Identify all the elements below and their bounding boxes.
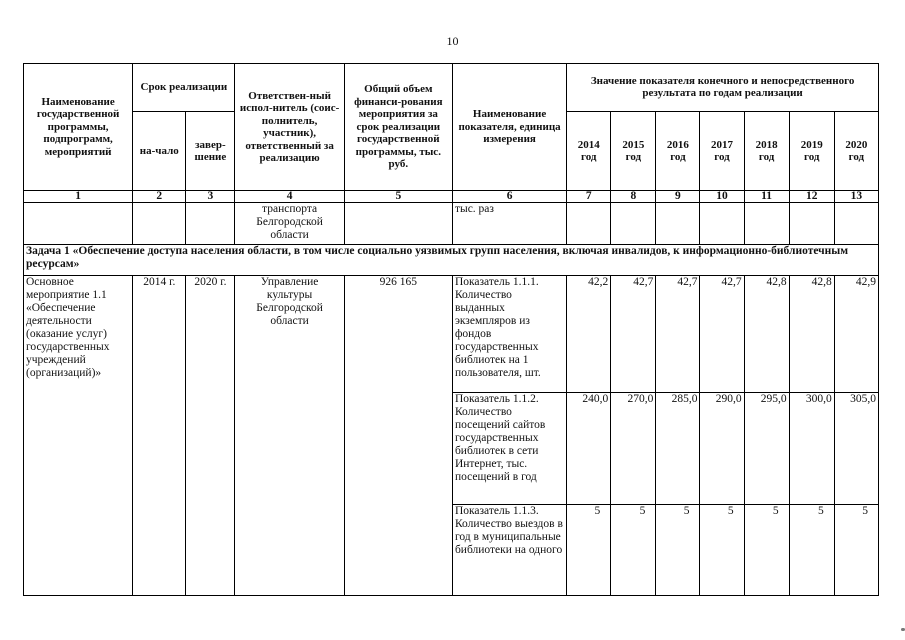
indicator-value: 5 [567,505,611,596]
column-number: 11 [744,191,789,202]
header-year: 2014 год [567,111,611,190]
column-number: 2 [133,191,186,202]
indicator-value: 5 [834,505,878,596]
indicator-value: 42,8 [744,275,789,392]
indicator-value: 42,2 [567,275,611,392]
indicator-name: Показатель 1.1.1. Количество выданных экземпляров из фондов государственных библиотек на 1 пользователя, шт. [452,275,566,392]
empty-cell [700,202,744,245]
indicator-value: 305,0 [834,392,878,505]
indicator-value: 5 [789,505,834,596]
header-responsible: Ответствен-ный испол-нитель (соис-полнитель, участник), ответственный за реализацию [235,64,344,191]
indicator-value: 295,0 [744,392,789,505]
indicator-name: Показатель 1.1.3. Количество выездов в год в муниципальные библиотеки на одного [452,505,566,596]
indicator-value: 5 [700,505,744,596]
header-term: Срок реализации [133,64,235,112]
column-number: 9 [656,191,700,202]
indicator-value: 42,9 [834,275,878,392]
empty-cell [567,202,611,245]
indicator-value: 42,7 [700,275,744,392]
indicator-value: 42,7 [611,275,656,392]
indicator-value: 5 [744,505,789,596]
header-start: на-чало [133,111,186,190]
empty-cell [24,202,133,245]
activity-end: 2020 г. [186,275,235,595]
header-year: 2020 год [834,111,878,190]
empty-cell [656,202,700,245]
activity-responsible: Управление культуры Белгородской области [235,275,344,595]
header-year: 2016 год [656,111,700,190]
header-indicator: Наименование показателя, единица измерения [452,64,566,191]
program-table [23,63,879,596]
indicator-value: 290,0 [700,392,744,505]
scan-mark [901,628,905,631]
column-number: 6 [452,191,566,202]
indicator-value: 42,8 [789,275,834,392]
indicator-value: 5 [611,505,656,596]
indicator-value: 5 [656,505,700,596]
header-volume: Общий объем финанси-рования мероприятия за срок реализации государственной программы, тыс. руб. [344,64,452,191]
column-numbers-row [24,191,879,202]
column-number: 7 [567,191,611,202]
column-number: 12 [789,191,834,202]
column-number: 8 [611,191,656,202]
header-values-group: Значение показателя конечного и непосредственного результата по годам реализации [567,64,879,112]
empty-cell [611,202,656,245]
header-year: 2019 год [789,111,834,190]
activity-name: Основное мероприятие 1.1 «Обеспечение деятельности (оказание услуг) государственных учреждений (организаций)» [24,275,133,595]
continuation-responsible: транспорта Белгородской области [235,202,344,245]
header-year: 2015 год [611,111,656,190]
empty-cell [186,202,235,245]
continuation-indicator: тыс. раз [452,202,566,245]
column-number: 4 [235,191,344,202]
empty-cell [133,202,186,245]
empty-cell [344,202,452,245]
indicator-value: 240,0 [567,392,611,505]
column-number: 13 [834,191,878,202]
empty-cell [744,202,789,245]
column-number: 3 [186,191,235,202]
column-number: 1 [24,191,133,202]
header-name: Наименование государственной программы, подпрограмм, мероприятий [24,64,133,191]
column-number: 5 [344,191,452,202]
page-number: 10 [446,34,459,48]
column-number: 10 [700,191,744,202]
indicator-row [24,275,879,392]
activity-start: 2014 г. [133,275,186,595]
continuation-row [24,202,879,245]
empty-cell [834,202,878,245]
indicator-value: 42,7 [656,275,700,392]
indicator-name: Показатель 1.1.2. Количество посещений сайтов государственных библиотек в сети Интернет, тыс. посещений в год [452,392,566,505]
header-end: завер-шение [186,111,235,190]
empty-cell [789,202,834,245]
header-year: 2018 год [744,111,789,190]
header-year: 2017 год [700,111,744,190]
indicator-value: 285,0 [656,392,700,505]
indicator-value: 300,0 [789,392,834,505]
task-heading: Задача 1 «Обеспечение доступа населения области, в том числе социально уязвимых групп населения, включая инвалидов, к информационно-библиотечным ресурсам» [24,245,879,275]
activity-volume: 926 165 [344,275,452,595]
indicator-value: 270,0 [611,392,656,505]
